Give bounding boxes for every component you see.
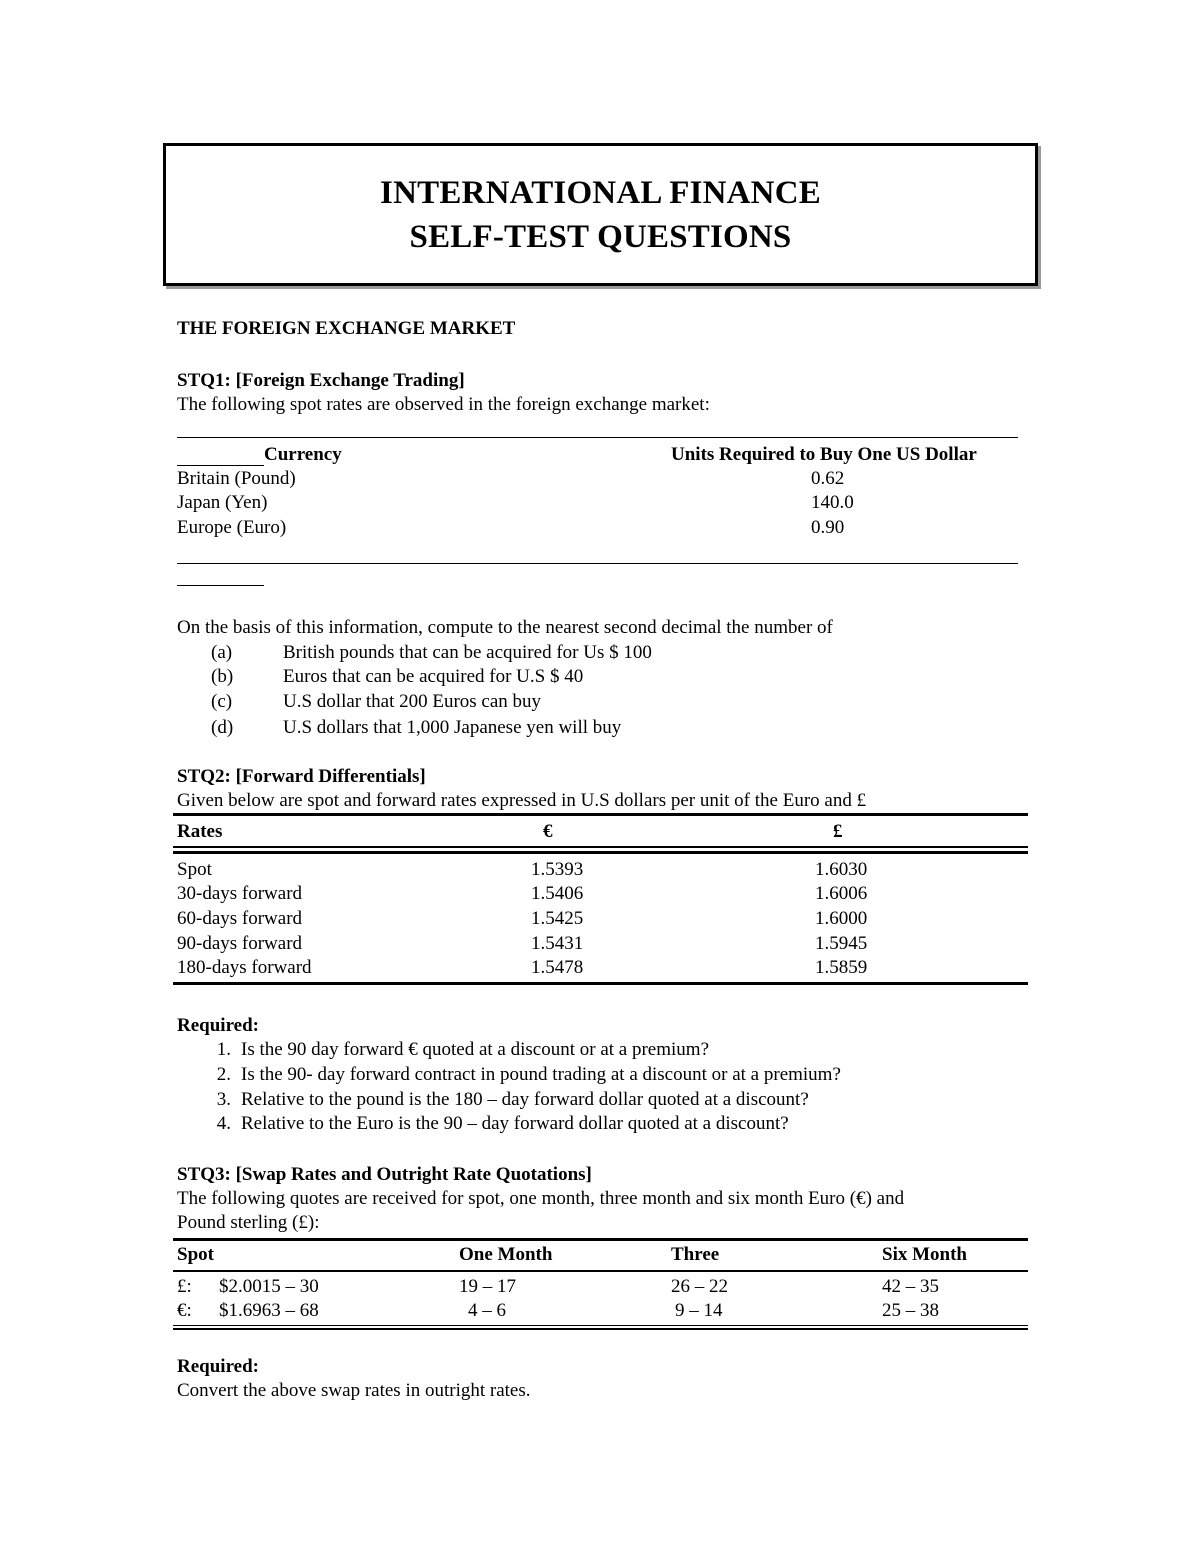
stq2-row-pound: 1.6030: [815, 859, 868, 880]
stq3-header-rule: [173, 1270, 1028, 1272]
stq2-required: Required:: [177, 1015, 259, 1036]
list-text: U.S dollars that 1,000 Japanese yen will buy: [283, 717, 622, 738]
stq2-row-pound: 1.5859: [815, 957, 868, 978]
stq2-row-euro: 1.5393: [531, 859, 584, 880]
stq2-col-rates: Rates: [177, 821, 223, 842]
stq3-table-bottom-rule-2: [173, 1328, 1028, 1330]
stq2-row-label: 180-days forward: [177, 957, 312, 978]
list-text: British pounds that can be acquired for Us $ 100: [283, 642, 652, 663]
stq2-row-euro: 1.5478: [531, 957, 584, 978]
stq1-intro: The following spot rates are observed in the foreign exchange market:: [177, 394, 710, 415]
stq3-intro-line-2: Pound sterling (£):: [177, 1212, 320, 1233]
stq2-row-pound: 1.5945: [815, 933, 868, 954]
stq1-question: On the basis of this information, compute to the nearest second decimal the number of: [177, 617, 833, 638]
stq3-row-one: 19 – 17: [459, 1276, 516, 1297]
list-marker: (c): [211, 691, 233, 712]
list-marker: 3.: [216, 1089, 231, 1110]
stq1-table-top-rule: [177, 437, 1018, 438]
stq2-row-label: 30-days forward: [177, 883, 303, 904]
list-text: U.S dollar that 200 Euros can buy: [283, 691, 542, 712]
stq3-row-spot: $1.6963 – 68: [219, 1300, 319, 1321]
list-text: Is the 90 day forward € quoted at a discount or at a premium?: [241, 1039, 709, 1060]
list-marker: 2.: [216, 1064, 231, 1085]
stq2-col-euro: €: [543, 821, 553, 842]
stq3-col-one-month: One Month: [459, 1244, 553, 1265]
stq2-header-rule-1: [173, 846, 1028, 848]
stq3-row-six: 25 – 38: [882, 1300, 939, 1321]
stq2-table-top-rule: [173, 813, 1028, 816]
section-title: THE FOREIGN EXCHANGE MARKET: [177, 318, 516, 339]
stq3-col-three: Three: [671, 1244, 720, 1265]
stq2-intro: Given below are spot and forward rates expressed in U.S dollars per unit of the Euro and £: [177, 790, 867, 811]
title-box: [163, 143, 1038, 286]
stq1-row-currency: Europe (Euro): [177, 517, 287, 538]
stq1-col-currency: Currency: [264, 444, 342, 465]
stq3-row-six: 42 – 35: [882, 1276, 939, 1297]
document-title-line-2: SELF-TEST QUESTIONS: [409, 218, 792, 255]
list-text: Is the 90- day forward contract in pound trading at a discount or at a premium?: [241, 1064, 841, 1085]
stq1-heading: STQ1: [Foreign Exchange Trading]: [177, 370, 465, 391]
stq1-row-currency: Japan (Yen): [177, 492, 268, 513]
stq3-row-three: 26 – 22: [671, 1276, 728, 1297]
stq2-row-label: 90-days forward: [177, 933, 303, 954]
stq2-row-label: Spot: [177, 859, 212, 880]
stq2-row-pound: 1.6006: [815, 883, 868, 904]
stq2-table-bottom-rule: [173, 982, 1028, 985]
list-text: Euros that can be acquired for U.S $ 40: [283, 666, 584, 687]
stq3-task: Convert the above swap rates in outright rates.: [177, 1380, 531, 1401]
list-marker: 4.: [216, 1113, 231, 1134]
stq3-col-spot: Spot: [177, 1244, 214, 1265]
list-text: Relative to the pound is the 180 – day forward dollar quoted at a discount?: [241, 1089, 809, 1110]
list-marker: 1.: [216, 1039, 231, 1060]
stq1-table-bottom-rule: [177, 563, 1018, 564]
list-marker: (b): [211, 666, 234, 687]
stq3-row-symbol: €:: [177, 1300, 192, 1321]
stq3-heading: STQ3: [Swap Rates and Outright Rate Quotations]: [177, 1164, 592, 1185]
stq3-table-top-rule: [173, 1238, 1028, 1241]
stq1-col-units: Units Required to Buy One US Dollar: [671, 444, 977, 465]
stq1-header-underline: [177, 465, 264, 466]
stq2-row-euro: 1.5431: [531, 933, 584, 954]
stq2-col-pound: £: [833, 821, 843, 842]
stq3-table-bottom-rule-1: [173, 1325, 1028, 1326]
stq2-row-euro: 1.5406: [531, 883, 584, 904]
stq2-heading: STQ2: [Forward Differentials]: [177, 766, 426, 787]
stq3-row-symbol: £:: [177, 1276, 192, 1297]
stq1-row-currency: Britain (Pound): [177, 468, 296, 489]
list-text: Relative to the Euro is the 90 – day forward dollar quoted at a discount?: [241, 1113, 789, 1134]
stq2-header-rule-2: [173, 851, 1028, 854]
stq1-row-units: 140.0: [811, 492, 854, 513]
stq3-row-one: 4 – 6: [468, 1300, 506, 1321]
stq1-row-units: 0.62: [811, 468, 845, 489]
stq3-row-three: 9 – 14: [675, 1300, 723, 1321]
stq3-required: Required:: [177, 1356, 259, 1377]
stq2-row-pound: 1.6000: [815, 908, 868, 929]
list-marker: (d): [211, 717, 234, 738]
stq1-table-bottom-stub: [177, 585, 264, 586]
stq3-col-six-month: Six Month: [882, 1244, 967, 1265]
stq3-intro-line-1: The following quotes are received for spot, one month, three month and six month Euro (€) and: [177, 1188, 905, 1209]
stq3-row-spot: $2.0015 – 30: [219, 1276, 319, 1297]
stq1-row-units: 0.90: [811, 517, 845, 538]
list-marker: (a): [211, 642, 233, 663]
stq2-row-euro: 1.5425: [531, 908, 584, 929]
document-title-line-1: INTERNATIONAL FINANCE: [380, 174, 821, 211]
stq2-row-label: 60-days forward: [177, 908, 303, 929]
